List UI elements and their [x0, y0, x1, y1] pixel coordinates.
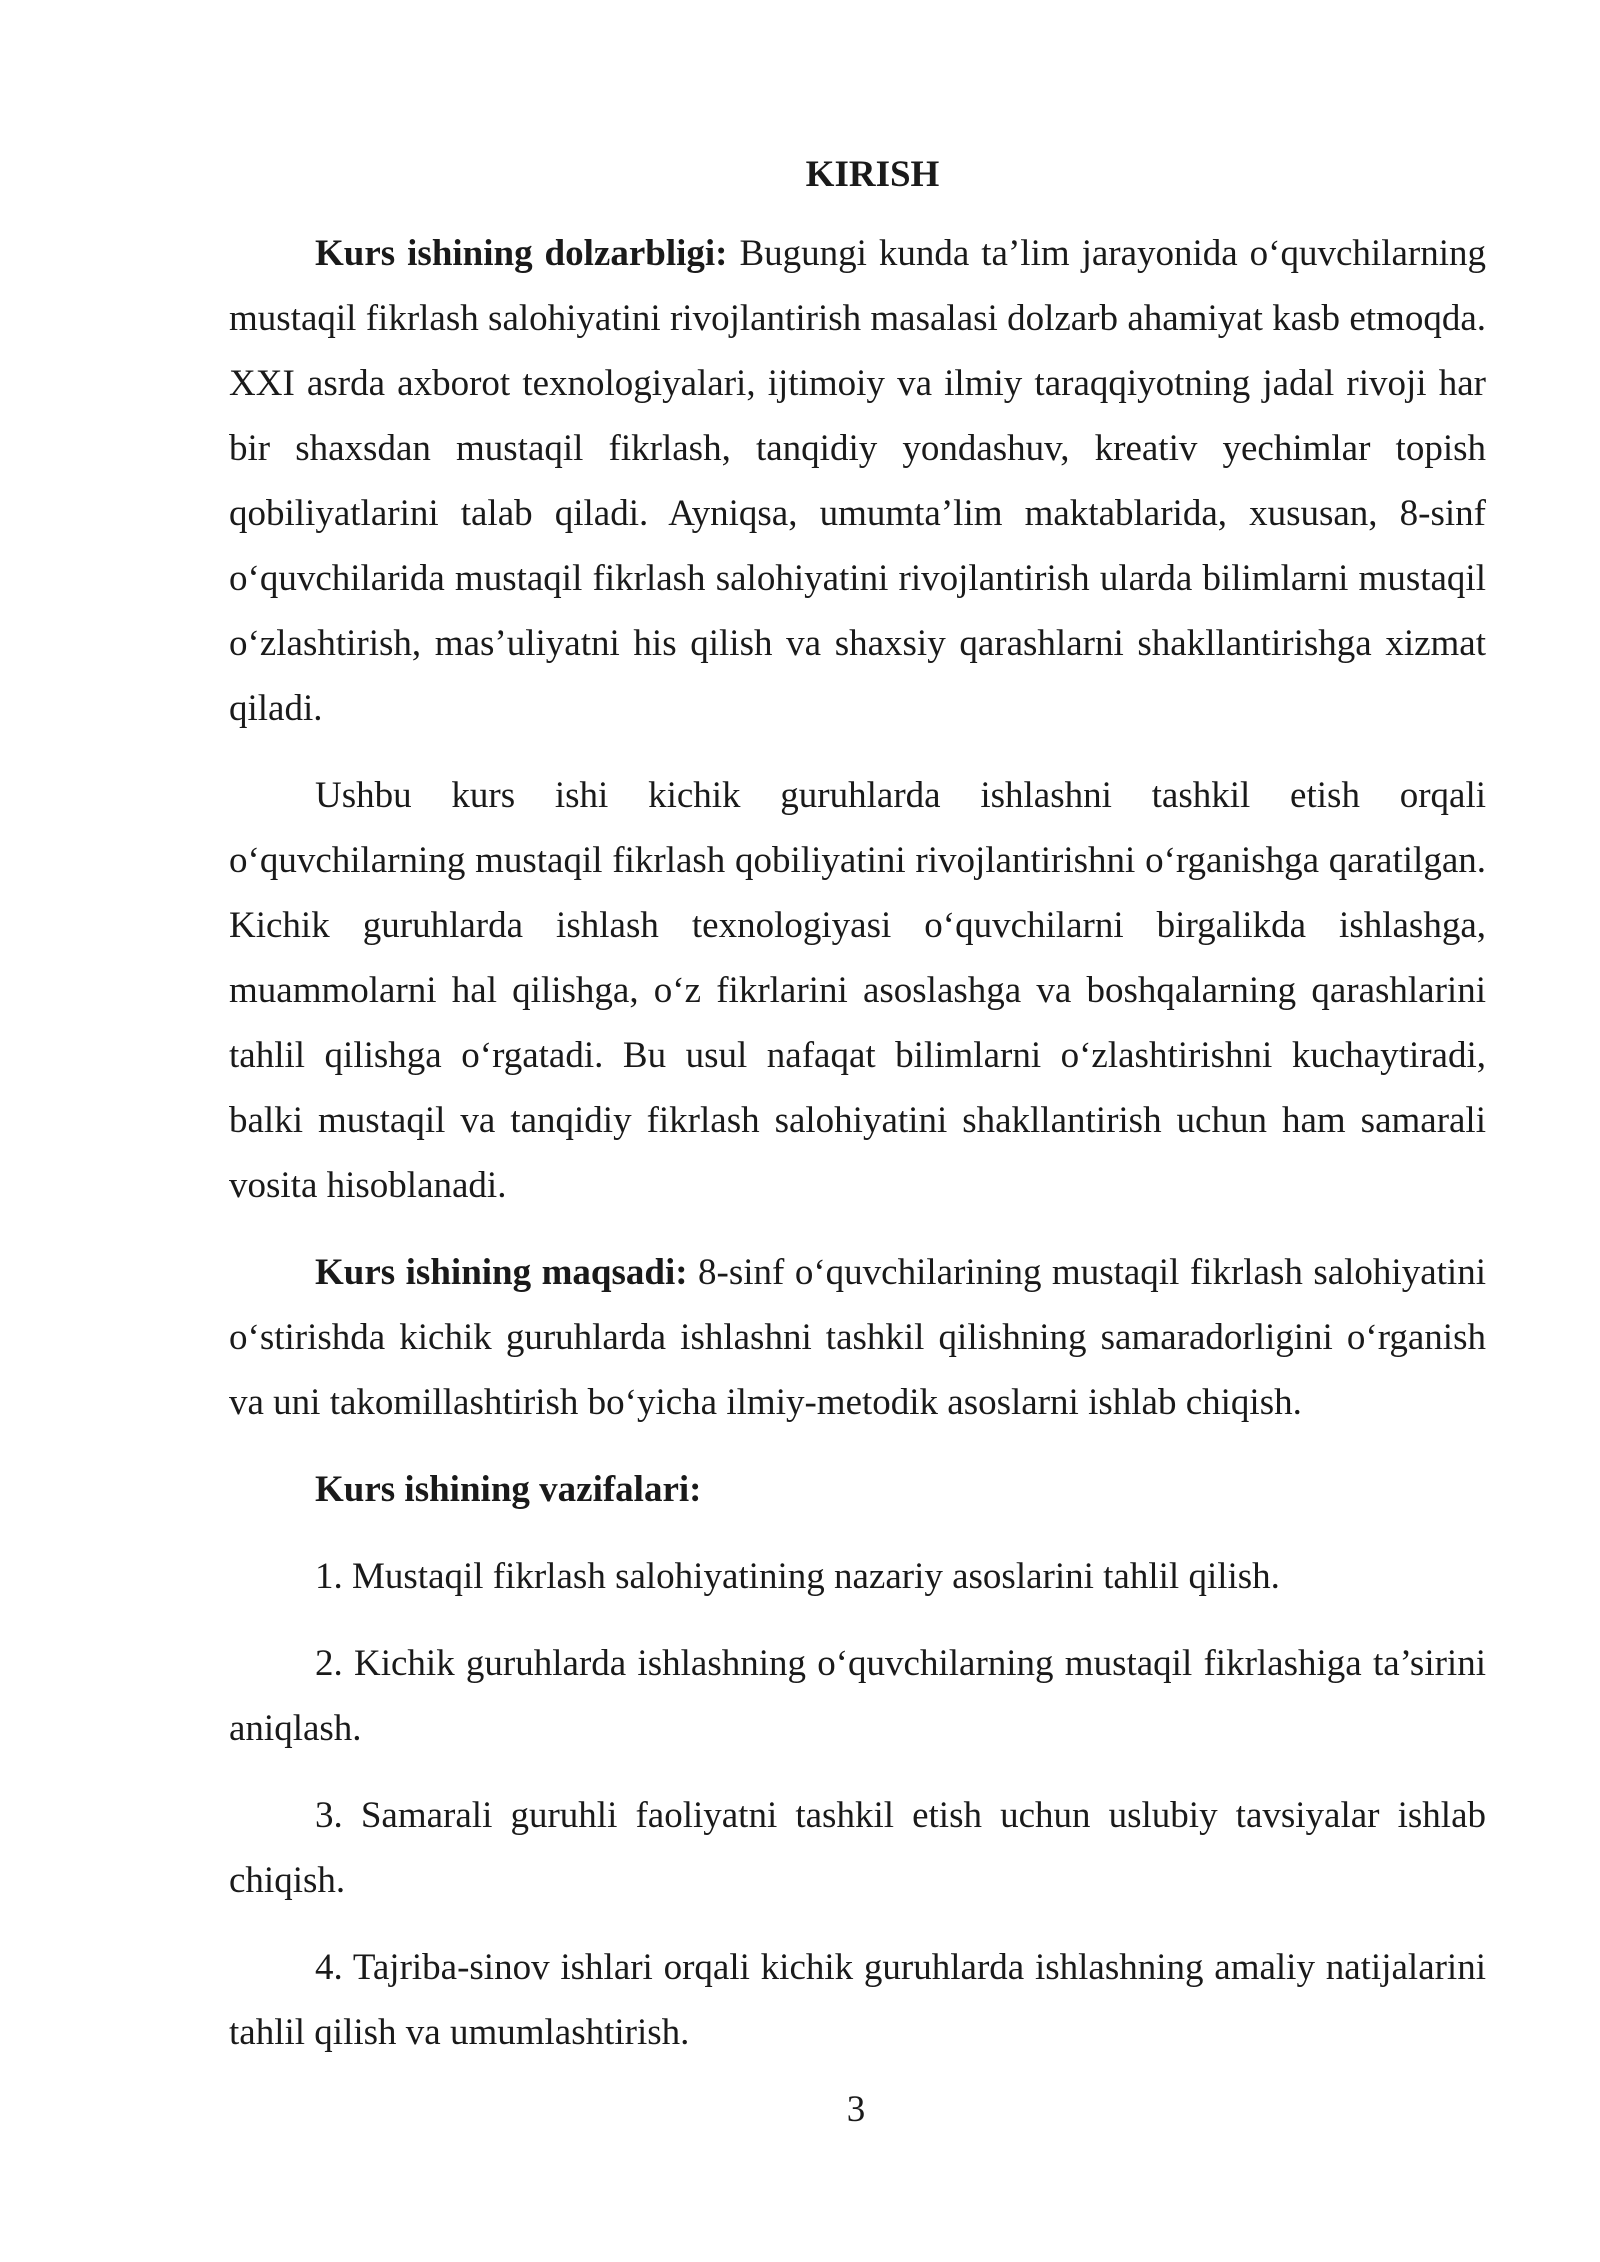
relevance-paragraph	[229, 221, 1486, 741]
goal-lead: Kurs ishining maqsadi:	[315, 1252, 688, 1293]
relevance-text: Bugungi kunda ta’lim jarayonida o‘quvchilarning mustaqil fikrlash salohiyatini rivojlantirish masalasi dolzarb ahamiyat kasb etmoqda. XXI asrda axborot texnologiyalari, ijtimoiy va ilmiy taraqqiyotning jadal rivoji har bir shaxsdan mustaqil fikrlash, tanqidiy yondashuv, kreativ yechimlar topish qobiliyatlarini talab qiladi. Ayniqsa, umumta’lim maktablarida, xususan, 8-sinf o‘quvchilarida mustaqil fikrlash salohiyatini rivojlantirish ularda bilimlarni mustaqil o‘zlashtirish, mas’uliyatni his qilish va shaxsiy qarashlarni shakllantirishga xizmat qiladi.	[229, 233, 1487, 729]
relevance-lead: Kurs ishining dolzarbligi:	[315, 233, 728, 274]
tasks-heading: Kurs ishining vazifalari:	[315, 1469, 702, 1510]
page-number: 3	[846, 2089, 866, 2130]
task-item-2: 2. Kichik guruhlarda ishlashning o‘quvchilarning mustaqil fikrlashiga ta’sirini aniqlash.	[229, 1643, 1486, 1749]
section-heading: KIRISH	[805, 154, 940, 195]
task-item-3: 3. Samarali guruhli faoliyatni tashkil etish uchun uslubiy tavsiyalar ishlab chiqish.	[229, 1795, 1486, 1901]
task-item-4: 4. Tajriba-sinov ishlari orqali kichik guruhlarda ishlashning amaliy natijalarini tahlil qilish va umumlashtirish.	[229, 1947, 1486, 2053]
task-item-1: 1. Mustaqil fikrlash salohiyatining nazariy asoslarini tahlil qilish.	[315, 1556, 1280, 1597]
goal-paragraph	[229, 1240, 1486, 1435]
body-paragraph: Ushbu kurs ishi kichik guruhlarda ishlashni tashkil etish orqali o‘quvchilarning mustaqil fikrlash qobiliyatini rivojlantirishni o‘rganishga qaratilgan. Kichik guruhlarda ishlash texnologiyasi o‘quvchilarni birgalikda ishlashga, muammolarni hal qilishga, o‘z fikrlarini asoslashga va boshqalarning qarashlarini tahlil qilishga o‘rgatadi. Bu usul nafaqat bilimlarni o‘zlashtirishni kuchaytiradi, balki mustaqil va tanqidiy fikrlash salohiyatini shakllantirish uchun ham samarali vosita hisoblanadi.	[229, 775, 1486, 1206]
page-content	[229, 145, 1486, 2065]
goal-text: 8-sinf o‘quvchilarining mustaqil fikrlash salohiyatini o‘stirishda kichik guruhlarda ishlashni tashkil qilishning samaradorligini o‘rganish va uni takomillashtirish bo‘yicha ilmiy-metodik asoslarni ishlab chiqish.	[229, 1252, 1486, 1423]
